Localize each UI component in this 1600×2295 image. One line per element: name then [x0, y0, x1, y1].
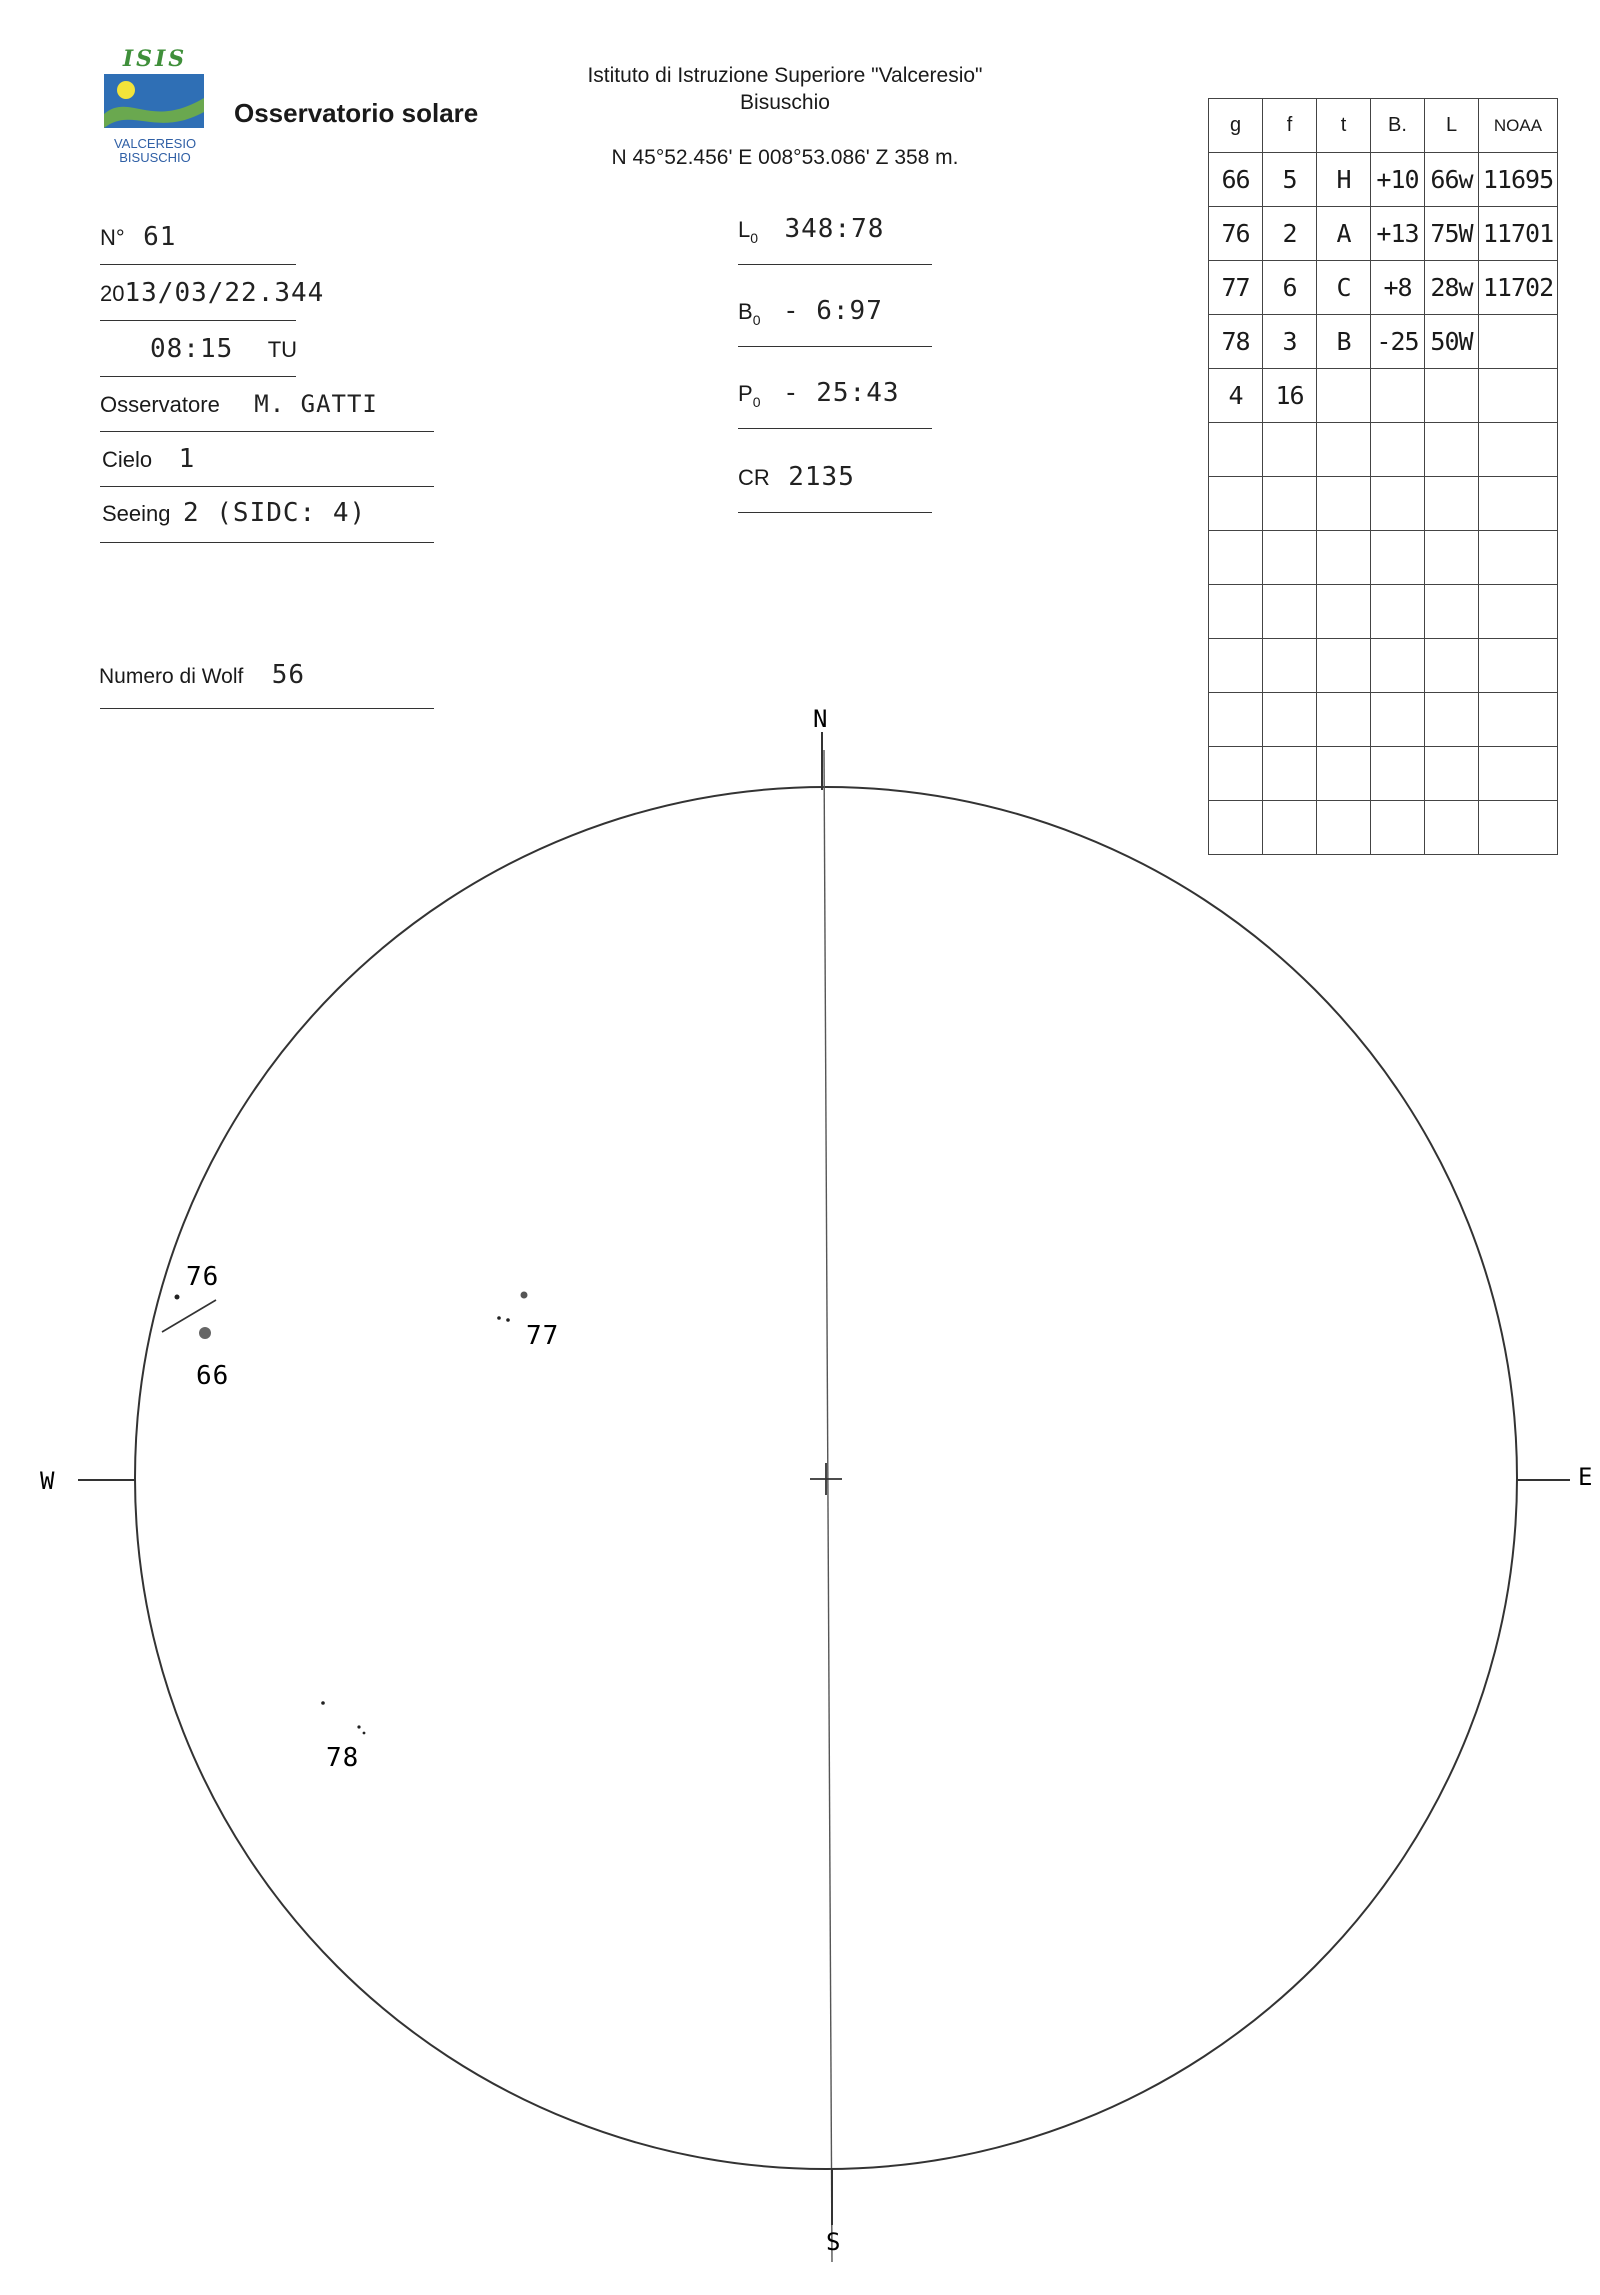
table-cell	[1479, 369, 1558, 423]
table-row	[1209, 585, 1558, 639]
observation-date	[100, 278, 324, 308]
table-cell	[1479, 585, 1558, 639]
cr-rule	[738, 512, 932, 513]
l0-row	[738, 214, 884, 246]
table-cell: C	[1317, 261, 1371, 315]
solar-disk-diagram	[0, 690, 1600, 2295]
sky-label: Cielo	[102, 447, 153, 472]
table-cell: -25	[1371, 315, 1425, 369]
table-cell: 11695	[1479, 153, 1558, 207]
sunspot-78-c	[363, 1732, 366, 1735]
sunspot-78-a	[321, 1701, 325, 1705]
table-cell	[1371, 585, 1425, 639]
table-cell	[1209, 531, 1263, 585]
table-cell	[1425, 585, 1479, 639]
wolf-value: 56	[271, 660, 306, 690]
table-cell: 76	[1209, 207, 1263, 261]
site-coordinates: N 45°52.456' E 008°53.086' Z 358 m.	[611, 146, 959, 169]
sky-condition	[102, 444, 195, 474]
group-label-78: 78	[326, 1743, 360, 1773]
table-cell: 3	[1263, 315, 1317, 369]
sunspot-77-c	[506, 1318, 510, 1322]
observer	[100, 390, 378, 418]
table-cell: 4	[1209, 369, 1263, 423]
table-row	[1209, 207, 1558, 261]
group-label-66: 66	[196, 1361, 230, 1391]
table-cell: 75W	[1425, 207, 1479, 261]
b0-row	[738, 296, 883, 328]
date-rule	[100, 320, 296, 321]
observer-label: Osservatore	[100, 392, 220, 417]
seeing	[102, 498, 366, 528]
table-cell	[1209, 639, 1263, 693]
table-cell: 16	[1263, 369, 1317, 423]
east-label: E	[1578, 1463, 1593, 1491]
table-cell	[1317, 423, 1371, 477]
time-rule	[100, 376, 296, 377]
sunspot-66	[199, 1327, 211, 1339]
table-cell: 50W	[1425, 315, 1479, 369]
seeing-value: 2 (SIDC: 4)	[182, 498, 367, 528]
column-header: t	[1317, 99, 1371, 153]
p0-label: $P_0$	[738, 381, 761, 410]
logo-caption-1: VALCERESIO	[113, 136, 197, 151]
west-label: W	[40, 1467, 55, 1495]
table-cell	[1479, 315, 1558, 369]
b0-rule	[738, 346, 932, 347]
table-cell	[1371, 423, 1425, 477]
table-cell	[1317, 531, 1371, 585]
table-cell	[1425, 423, 1479, 477]
table-cell	[1479, 477, 1558, 531]
seeing-rule	[100, 542, 434, 543]
table-cell	[1263, 639, 1317, 693]
table-row	[1209, 531, 1558, 585]
table-cell	[1263, 531, 1317, 585]
table-cell: H	[1317, 153, 1371, 207]
column-header: L	[1425, 99, 1479, 153]
table-cell	[1425, 477, 1479, 531]
table-cell: 11702	[1479, 261, 1558, 315]
time-unit: TU	[267, 337, 298, 362]
sunspot-76	[175, 1295, 180, 1300]
table-cell	[1479, 531, 1558, 585]
seeing-label: Seeing	[102, 501, 171, 526]
table-cell	[1209, 585, 1263, 639]
column-header: B.	[1371, 99, 1425, 153]
table-cell: +8	[1371, 261, 1425, 315]
table-cell	[1479, 423, 1558, 477]
table-cell: 6	[1263, 261, 1317, 315]
column-header: g	[1209, 99, 1263, 153]
table-cell: +10	[1371, 153, 1425, 207]
central-meridian-line	[824, 750, 832, 2262]
carrington-row	[738, 462, 855, 492]
column-header: NOAA	[1479, 99, 1558, 153]
table-cell: +13	[1371, 207, 1425, 261]
table-cell	[1263, 585, 1317, 639]
table-cell	[1209, 477, 1263, 531]
table-cell	[1209, 423, 1263, 477]
table-row	[1209, 423, 1558, 477]
p0-value: - 25:43	[782, 378, 900, 408]
l0-value: 348:78	[784, 214, 885, 244]
sky-rule	[100, 486, 434, 487]
b0-value: - 6:97	[782, 296, 883, 326]
table-cell	[1371, 477, 1425, 531]
table-header-row	[1209, 99, 1558, 153]
column-header: f	[1263, 99, 1317, 153]
table-cell: 77	[1209, 261, 1263, 315]
table-cell	[1425, 531, 1479, 585]
date-value: 13/03/22.344	[124, 278, 325, 308]
group-label-77: 77	[526, 1321, 560, 1351]
south-label: S	[826, 2228, 841, 2256]
observation-time	[150, 334, 297, 364]
cr-label: CR	[738, 465, 770, 490]
table-cell: A	[1317, 207, 1371, 261]
table-cell	[1317, 585, 1371, 639]
table-cell	[1371, 369, 1425, 423]
observation-number	[100, 222, 176, 252]
table-cell	[1317, 477, 1371, 531]
institute-line-2: Bisuschio	[740, 91, 830, 114]
logo-isis-text: ISIS	[122, 46, 188, 72]
table-row	[1209, 315, 1558, 369]
sunspot-78-b	[357, 1725, 360, 1728]
institute-name	[520, 62, 1050, 116]
group-66-76-separator	[162, 1300, 216, 1332]
number-value: 61	[143, 222, 177, 252]
table-cell: 2	[1263, 207, 1317, 261]
table-cell	[1425, 639, 1479, 693]
table-cell: 66	[1209, 153, 1263, 207]
observer-value: M. GATTI	[254, 390, 378, 418]
table-cell	[1317, 369, 1371, 423]
school-logo	[100, 46, 210, 180]
sunspot-77-a	[521, 1292, 528, 1299]
l0-rule	[738, 264, 932, 265]
observatory-title: Osservatorio solare	[234, 98, 479, 128]
cr-value: 2135	[788, 462, 855, 492]
observer-rule	[100, 431, 434, 432]
table-cell: 5	[1263, 153, 1317, 207]
sunspot-77-b	[497, 1316, 501, 1320]
p0-row	[738, 378, 900, 410]
institute-line-1: Istituto di Istruzione Superiore "Valceresio"	[587, 64, 983, 87]
table-cell	[1371, 531, 1425, 585]
number-rule	[100, 264, 296, 265]
wolf-number	[99, 660, 305, 690]
time-value: 08:15	[150, 334, 234, 364]
table-cell	[1263, 477, 1317, 531]
logo-caption-2: BISUSCHIO	[119, 150, 191, 165]
north-label: N	[813, 705, 828, 733]
table-cell	[1317, 639, 1371, 693]
table-cell	[1263, 423, 1317, 477]
date-prefix: 20	[100, 281, 125, 306]
table-cell	[1371, 639, 1425, 693]
table-cell	[1425, 369, 1479, 423]
b0-label: $B_0$	[738, 299, 761, 328]
table-row	[1209, 153, 1558, 207]
p0-rule	[738, 428, 932, 429]
sky-value: 1	[178, 444, 196, 474]
table-cell: 66w	[1425, 153, 1479, 207]
table-row	[1209, 369, 1558, 423]
l0-label: $L_0$	[738, 217, 759, 246]
table-row	[1209, 477, 1558, 531]
number-label: N°	[100, 225, 125, 250]
table-cell	[1479, 639, 1558, 693]
logo-emblem-icon	[100, 72, 210, 132]
table-cell: B	[1317, 315, 1371, 369]
table-cell: 11701	[1479, 207, 1558, 261]
group-label-76: 76	[186, 1262, 220, 1292]
table-cell: 28w	[1425, 261, 1479, 315]
table-cell: 78	[1209, 315, 1263, 369]
table-row	[1209, 639, 1558, 693]
table-row	[1209, 261, 1558, 315]
wolf-label: Numero di Wolf	[99, 665, 244, 688]
